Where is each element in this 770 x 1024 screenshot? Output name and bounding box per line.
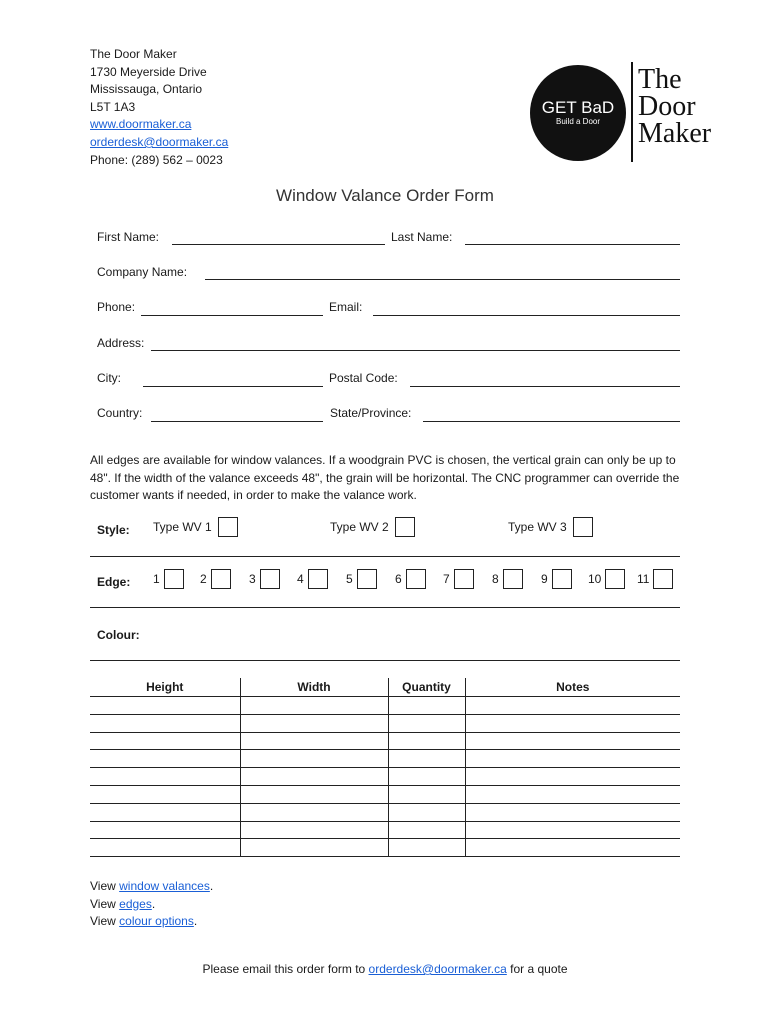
edge-11-checkbox[interactable] (653, 569, 673, 589)
edge-5-checkbox[interactable] (357, 569, 377, 589)
width-cell[interactable] (240, 803, 388, 821)
window-valances-link[interactable]: window valances (119, 879, 210, 893)
style-option-wv1[interactable] (153, 517, 238, 537)
width-column-header: Width (240, 678, 388, 697)
edge-label: Edge: (97, 575, 131, 589)
table-row (90, 750, 680, 768)
state-province-label: State/Province: (330, 406, 412, 420)
logo-divider (631, 62, 633, 162)
company-city: Mississauga, Ontario (90, 82, 203, 97)
width-cell[interactable] (240, 714, 388, 732)
table-row (90, 803, 680, 821)
width-cell[interactable] (240, 697, 388, 715)
width-cell[interactable] (240, 732, 388, 750)
email-label: Email: (329, 300, 363, 314)
edge-option-10[interactable]: 10 (588, 569, 625, 589)
edge-option-5[interactable]: 5 (346, 569, 377, 589)
notes-cell[interactable] (465, 750, 680, 768)
height-cell[interactable] (90, 839, 240, 857)
table-row (90, 732, 680, 750)
edge-3-checkbox[interactable] (260, 569, 280, 589)
edge-option-6[interactable]: 6 (395, 569, 426, 589)
first-name-label: First Name: (97, 230, 160, 244)
website-link[interactable]: www.doormaker.ca (90, 117, 192, 132)
notes-cell[interactable] (465, 714, 680, 732)
height-cell[interactable] (90, 803, 240, 821)
edge-option-2[interactable]: 2 (200, 569, 231, 589)
phone-field[interactable] (141, 315, 323, 316)
edge-option-9[interactable]: 9 (541, 569, 572, 589)
edge-options (153, 569, 683, 593)
table-row (90, 768, 680, 786)
quantity-cell[interactable] (388, 697, 465, 715)
table-row (90, 839, 680, 857)
style-option-label: Type WV 2 (330, 520, 389, 534)
logo-badge-main: GET BaD (541, 98, 615, 117)
edge-8-checkbox[interactable] (503, 569, 523, 589)
valance-notice: All edges are available for window valances. If a woodgrain PVC is chosen, the vertical grain can only be up to 48". If the width of the valance exceeds 48", the grain will be horizontal. The CNC programmer can override the customer wants if needed, in order to make the valance work. (90, 453, 680, 502)
edge-9-checkbox[interactable] (552, 569, 572, 589)
style-option-label: Type WV 3 (508, 520, 567, 534)
table-row (90, 821, 680, 839)
edge-option-4[interactable]: 4 (297, 569, 328, 589)
footer-email-link[interactable]: orderdesk@doormaker.ca (368, 962, 507, 976)
address-label: Address: (97, 336, 145, 350)
table-row (90, 714, 680, 732)
phone-label: Phone: (97, 300, 136, 314)
table-row (90, 697, 680, 715)
edges-link[interactable]: edges (119, 896, 152, 911)
quantity-cell[interactable] (388, 750, 465, 768)
company-name-field[interactable] (205, 279, 680, 280)
quantity-column-header: Quantity (388, 678, 465, 697)
edge-4-checkbox[interactable] (308, 569, 328, 589)
quantity-cell[interactable] (388, 768, 465, 786)
style-divider (90, 556, 680, 557)
width-cell[interactable] (240, 785, 388, 803)
country-field[interactable] (151, 421, 323, 422)
edge-2-checkbox[interactable] (211, 569, 231, 589)
logo-badge-sub: Build a Door (555, 117, 601, 126)
width-cell[interactable] (240, 839, 388, 857)
quantity-cell[interactable] (388, 785, 465, 803)
height-cell[interactable] (90, 768, 240, 786)
form-title: Window Valance Order Form (276, 186, 494, 205)
notes-column-header: Notes (465, 678, 680, 697)
height-cell[interactable] (90, 697, 240, 715)
last-name-label: Last Name: (391, 230, 453, 244)
height-column-header: Height (90, 678, 240, 697)
width-cell[interactable] (240, 768, 388, 786)
company-name-label: Company Name: (97, 265, 188, 279)
style-option-wv2[interactable] (330, 517, 415, 537)
quantity-cell[interactable] (388, 821, 465, 839)
quantity-cell[interactable] (388, 714, 465, 732)
company-name: The Door Maker (90, 47, 177, 61)
address-field[interactable] (151, 350, 680, 351)
logo-wordmark: The Door Maker (638, 64, 712, 149)
edge-6-checkbox[interactable] (406, 569, 426, 589)
table-header-row (90, 678, 680, 697)
city-label: City: (97, 371, 121, 385)
company-email-link[interactable]: orderdesk@doormaker.ca (90, 134, 229, 149)
notes-cell[interactable] (465, 839, 680, 857)
notes-cell[interactable] (465, 821, 680, 839)
notes-cell[interactable] (465, 785, 680, 803)
city-field[interactable] (143, 386, 323, 387)
notes-cell[interactable] (465, 803, 680, 821)
height-cell[interactable] (90, 714, 240, 732)
view-edges-line: View edges. (90, 896, 156, 911)
edge-option-3[interactable]: 3 (249, 569, 280, 589)
style-wv2-checkbox[interactable] (395, 517, 415, 537)
notes-cell[interactable] (465, 732, 680, 750)
style-option-label: Type WV 1 (153, 520, 212, 534)
quantity-cell[interactable] (388, 803, 465, 821)
edge-option-1[interactable]: 1 (153, 569, 184, 589)
width-cell[interactable] (240, 821, 388, 839)
email-field[interactable] (373, 315, 680, 316)
logo-badge (530, 65, 626, 161)
view-colour-options-line: View colour options. (90, 914, 198, 928)
style-wv1-checkbox[interactable] (218, 517, 238, 537)
edge-option-7[interactable]: 7 (443, 569, 474, 589)
company-address-block (90, 46, 228, 169)
view-links (90, 878, 213, 931)
height-cell[interactable] (90, 821, 240, 839)
quantity-cell[interactable] (388, 839, 465, 857)
height-cell[interactable] (90, 732, 240, 750)
height-cell[interactable] (90, 750, 240, 768)
edge-option-8[interactable]: 8 (492, 569, 523, 589)
country-label: Country: (97, 406, 143, 420)
style-option-wv3[interactable] (508, 517, 593, 537)
view-window-valances-line: View window valances. (90, 879, 214, 893)
table-row (90, 785, 680, 803)
company-postal: L5T 1A3 (90, 99, 136, 114)
company-phone: Phone: (289) 562 – 0023 (90, 152, 223, 167)
state-province-field[interactable] (423, 421, 680, 422)
height-cell[interactable] (90, 785, 240, 803)
company-street: 1730 Meyerside Drive (90, 64, 207, 79)
last-name-field[interactable] (465, 244, 680, 245)
edge-option-11[interactable]: 11 (637, 569, 673, 589)
postal-code-label: Postal Code: (329, 371, 398, 385)
edge-divider (90, 607, 680, 608)
first-name-field[interactable] (172, 244, 385, 245)
edge-1-checkbox[interactable] (164, 569, 184, 589)
style-label: Style: (97, 523, 130, 537)
postal-code-field[interactable] (410, 386, 680, 387)
notes-cell[interactable] (465, 697, 680, 715)
width-cell[interactable] (240, 750, 388, 768)
order-table (90, 678, 680, 857)
logo (530, 62, 730, 162)
colour-field[interactable] (90, 660, 680, 661)
colour-options-link[interactable]: colour options (119, 914, 194, 928)
quantity-cell[interactable] (388, 732, 465, 750)
style-wv3-checkbox[interactable] (573, 517, 593, 537)
edge-7-checkbox[interactable] (454, 569, 474, 589)
notes-cell[interactable] (465, 768, 680, 786)
footer-note: Please email this order form to orderdesk@doormaker.ca for a quote (202, 962, 568, 976)
colour-label: Colour: (97, 628, 140, 642)
edge-10-checkbox[interactable] (605, 569, 625, 589)
